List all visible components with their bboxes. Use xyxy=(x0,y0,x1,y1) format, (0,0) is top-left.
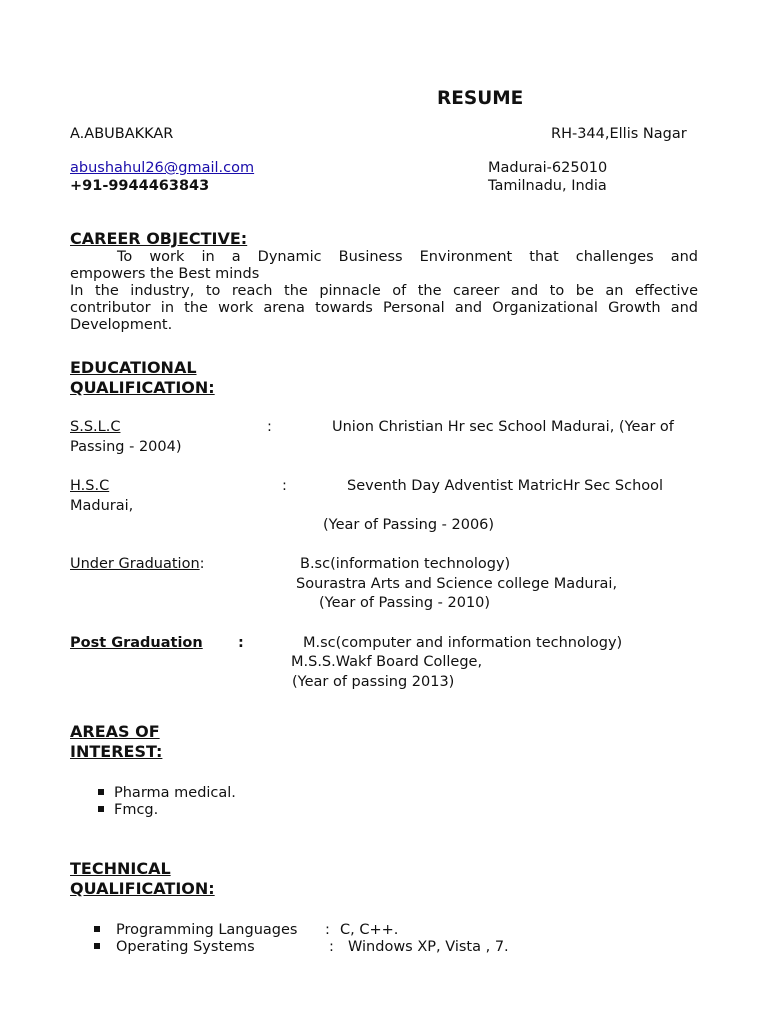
ug-line-1: B.sc(information technology) xyxy=(300,556,511,572)
address-line-3: Tamilnadu, India xyxy=(488,178,607,194)
pg-colon: : xyxy=(238,635,244,651)
hsc-colon: : xyxy=(282,478,287,494)
email-link[interactable]: abushahul26@gmail.com xyxy=(70,160,255,176)
bullet-square-icon xyxy=(98,789,104,795)
hsc-line-3: (Year of Passing - 2006) xyxy=(323,517,495,533)
address-line-1: RH-344,Ellis Nagar xyxy=(551,126,687,142)
hsc-line-2: Madurai, xyxy=(70,498,134,514)
technical-item-label: Programming Languages xyxy=(116,922,298,938)
ug-colon: : xyxy=(199,556,205,572)
career-objective-line-5: Development. xyxy=(70,317,173,333)
pg-line-3: (Year of passing 2013) xyxy=(292,674,455,690)
interest-item xyxy=(98,785,236,802)
career-objective-heading: CAREER OBJECTIVE: xyxy=(70,229,248,248)
ug-row xyxy=(70,556,205,573)
education-heading-line-2: QUALIFICATION: xyxy=(70,378,215,397)
bullet-square-icon xyxy=(94,926,100,932)
career-objective-line-3: In the industry, to reach the pinnacle of the career and to be an effective xyxy=(70,283,698,299)
hsc-label: H.S.C xyxy=(70,478,110,494)
technical-item xyxy=(94,922,297,939)
candidate-name: A.ABUBAKKAR xyxy=(70,126,174,142)
interests-heading-line-2: INTEREST: xyxy=(70,742,163,761)
technical-item-value: Windows XP, Vista , 7. xyxy=(348,939,509,955)
career-objective-line-1: To work in a Dynamic Business Environment that challenges and xyxy=(117,249,698,265)
technical-item-colon: : xyxy=(329,939,334,955)
bullet-square-icon xyxy=(98,806,104,812)
bullet-square-icon xyxy=(94,943,100,949)
resume-title: RESUME xyxy=(437,88,524,109)
ug-line-3: (Year of Passing - 2010) xyxy=(319,595,491,611)
pg-line-2: M.S.S.Wakf Board College, xyxy=(291,654,483,670)
career-objective-line-4: contributor in the work arena towards Personal and Organizational Growth and xyxy=(70,300,698,316)
technical-heading-line-1: TECHNICAL xyxy=(70,859,171,878)
sslc-colon: : xyxy=(267,419,272,435)
technical-item-label: Operating Systems xyxy=(116,939,255,955)
hsc-line-1: Seventh Day Adventist MatricHr Sec School xyxy=(347,478,664,494)
address-line-2: Madurai-625010 xyxy=(488,160,608,176)
interest-item-label: Fmcg. xyxy=(114,802,159,818)
technical-heading-line-2: QUALIFICATION: xyxy=(70,879,215,898)
technical-item-colon: : xyxy=(325,922,330,938)
pg-label: Post Graduation xyxy=(70,635,203,651)
phone-number: +91-9944463843 xyxy=(70,178,210,194)
interests-heading-line-1: AREAS OF xyxy=(70,722,160,741)
sslc-line-2: Passing - 2004) xyxy=(70,439,182,455)
career-objective-line-2: empowers the Best minds xyxy=(70,266,260,282)
interest-item-label: Pharma medical. xyxy=(114,785,236,801)
technical-item-value: C, C++. xyxy=(340,922,399,938)
ug-label: Under Graduation xyxy=(70,556,200,572)
pg-line-1: M.sc(computer and information technology) xyxy=(303,635,623,651)
sslc-line-1: Union Christian Hr sec School Madurai, (Year of xyxy=(332,419,674,435)
interest-item xyxy=(98,802,158,819)
education-heading-line-1: EDUCATIONAL xyxy=(70,358,197,377)
technical-item xyxy=(94,939,255,956)
ug-line-2: Sourastra Arts and Science college Madurai, xyxy=(296,576,618,592)
sslc-label: S.S.L.C xyxy=(70,419,121,435)
